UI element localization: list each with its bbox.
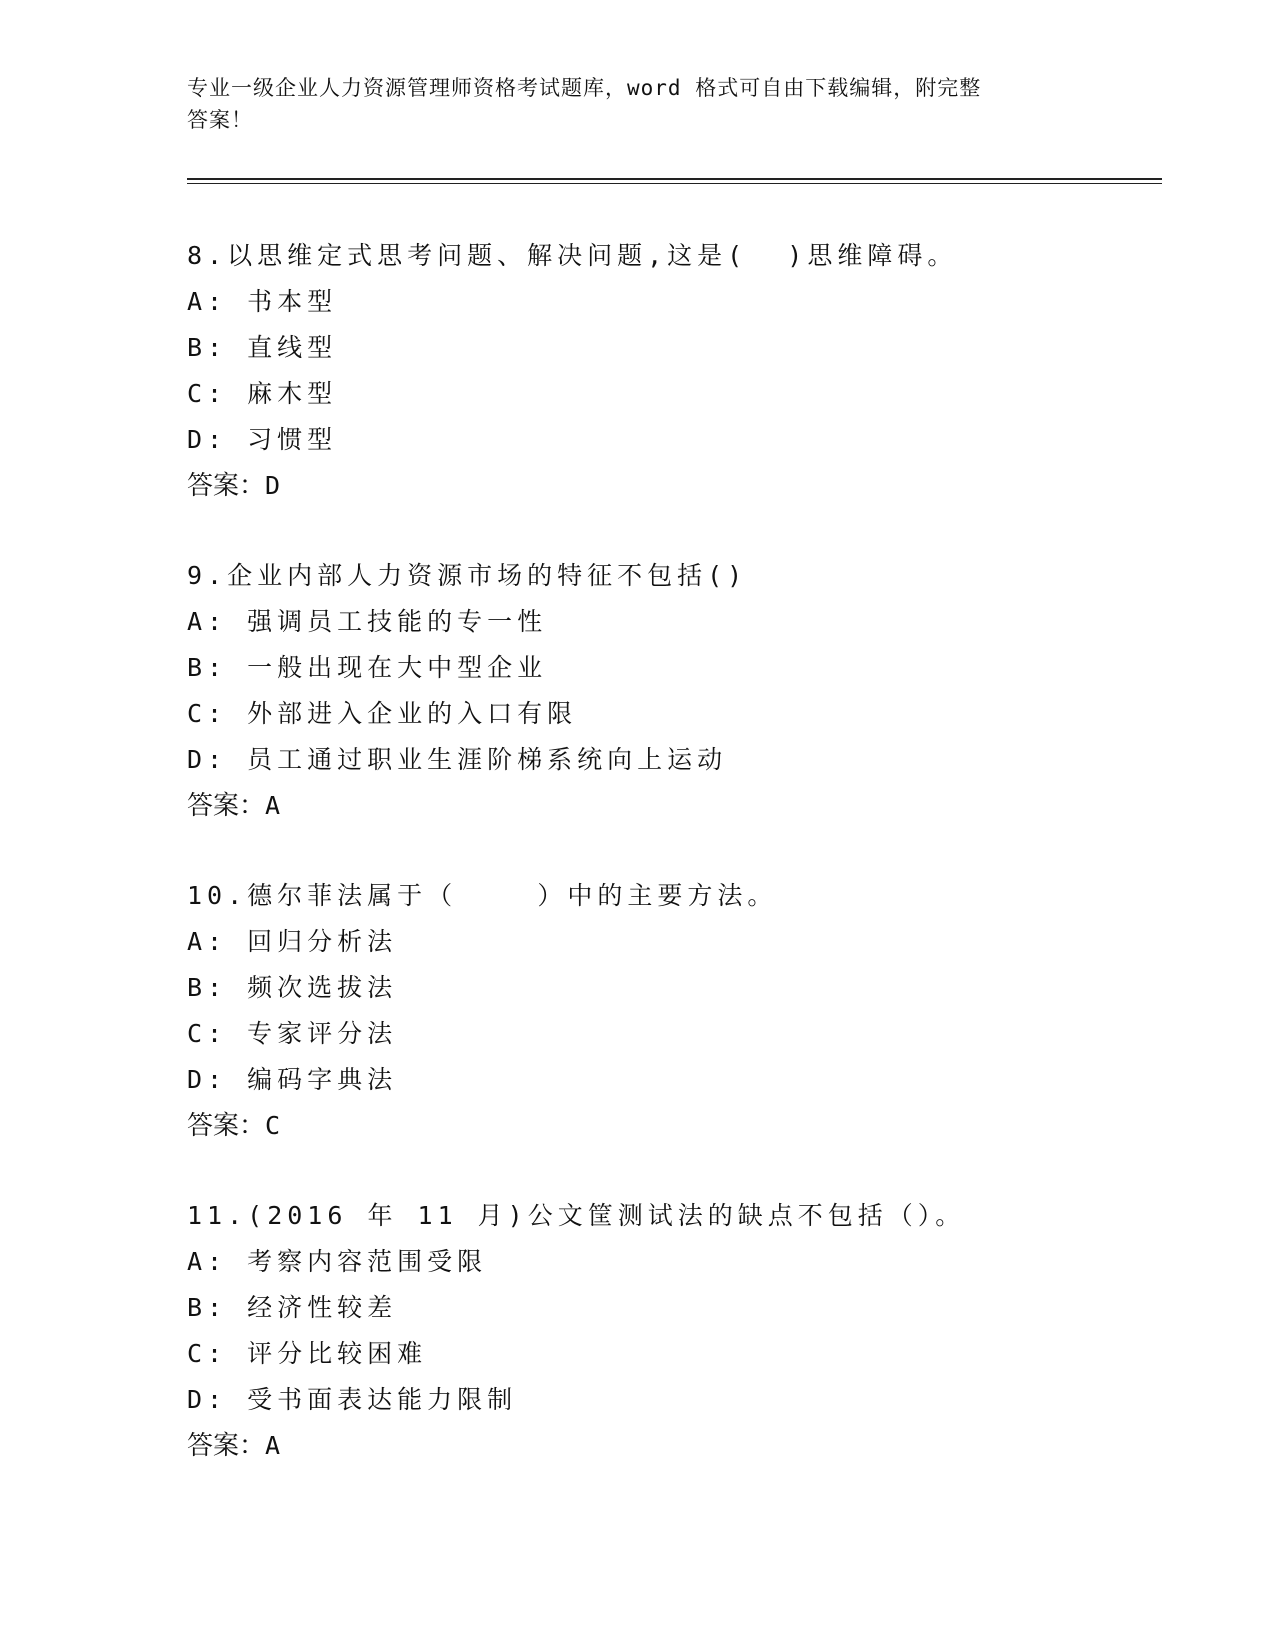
question-11 — [187, 1193, 1167, 1469]
header-divider-bottom — [187, 183, 1162, 184]
answer-value: C — [265, 1111, 281, 1140]
option-d: D: 习惯型 — [187, 425, 338, 454]
answer-label: 答案： — [187, 471, 266, 501]
document-header — [187, 72, 1087, 136]
option-a: A: 书本型 — [187, 287, 338, 316]
question-9 — [187, 553, 1167, 829]
answer-line — [187, 1103, 1167, 1149]
answer-line — [187, 463, 1167, 509]
question-list — [187, 233, 1167, 1513]
header-line-2: 答案！ — [187, 108, 253, 132]
option-a: A: 考察内容范围受限 — [187, 1247, 488, 1276]
answer-value: A — [265, 1431, 281, 1460]
question-8 — [187, 233, 1167, 509]
option-a: A: 回归分析法 — [187, 927, 398, 956]
answer-label: 答案： — [187, 1431, 266, 1461]
answer-line — [187, 1423, 1167, 1469]
answer-line — [187, 783, 1167, 829]
option-d: D: 员工通过职业生涯阶梯系统向上运动 — [187, 745, 728, 774]
question-stem: 10.德尔菲法属于（ ）中的主要方法。 — [187, 881, 778, 910]
option-d: D: 编码字典法 — [187, 1065, 398, 1094]
header-divider-top — [187, 178, 1162, 180]
option-b: B: 频次选拔法 — [187, 973, 398, 1002]
option-b: B: 直线型 — [187, 333, 338, 362]
answer-value: A — [265, 791, 281, 820]
option-b: B: 经济性较差 — [187, 1293, 398, 1322]
option-c: C: 专家评分法 — [187, 1019, 398, 1048]
question-10 — [187, 873, 1167, 1149]
question-stem: 9.企业内部人力资源市场的特征不包括() — [187, 561, 748, 590]
question-stem: 11.(2016 年 11 月)公文筐测试法的缺点不包括（）。 — [187, 1201, 966, 1230]
option-d: D: 受书面表达能力限制 — [187, 1385, 518, 1414]
answer-label: 答案： — [187, 1111, 266, 1141]
question-stem: 8.以思维定式思考问题、解决问题,这是( )思维障碍。 — [187, 241, 958, 270]
option-a: A: 强调员工技能的专一性 — [187, 607, 548, 636]
option-c: C: 外部进入企业的入口有限 — [187, 699, 578, 728]
option-c: C: 麻木型 — [187, 379, 338, 408]
answer-label: 答案： — [187, 791, 266, 821]
option-c: C: 评分比较困难 — [187, 1339, 428, 1368]
option-b: B: 一般出现在大中型企业 — [187, 653, 548, 682]
answer-value: D — [265, 471, 281, 500]
header-line-1: 专业一级企业人力资源管理师资格考试题库，word 格式可自由下载编辑，附完整 — [187, 76, 982, 100]
